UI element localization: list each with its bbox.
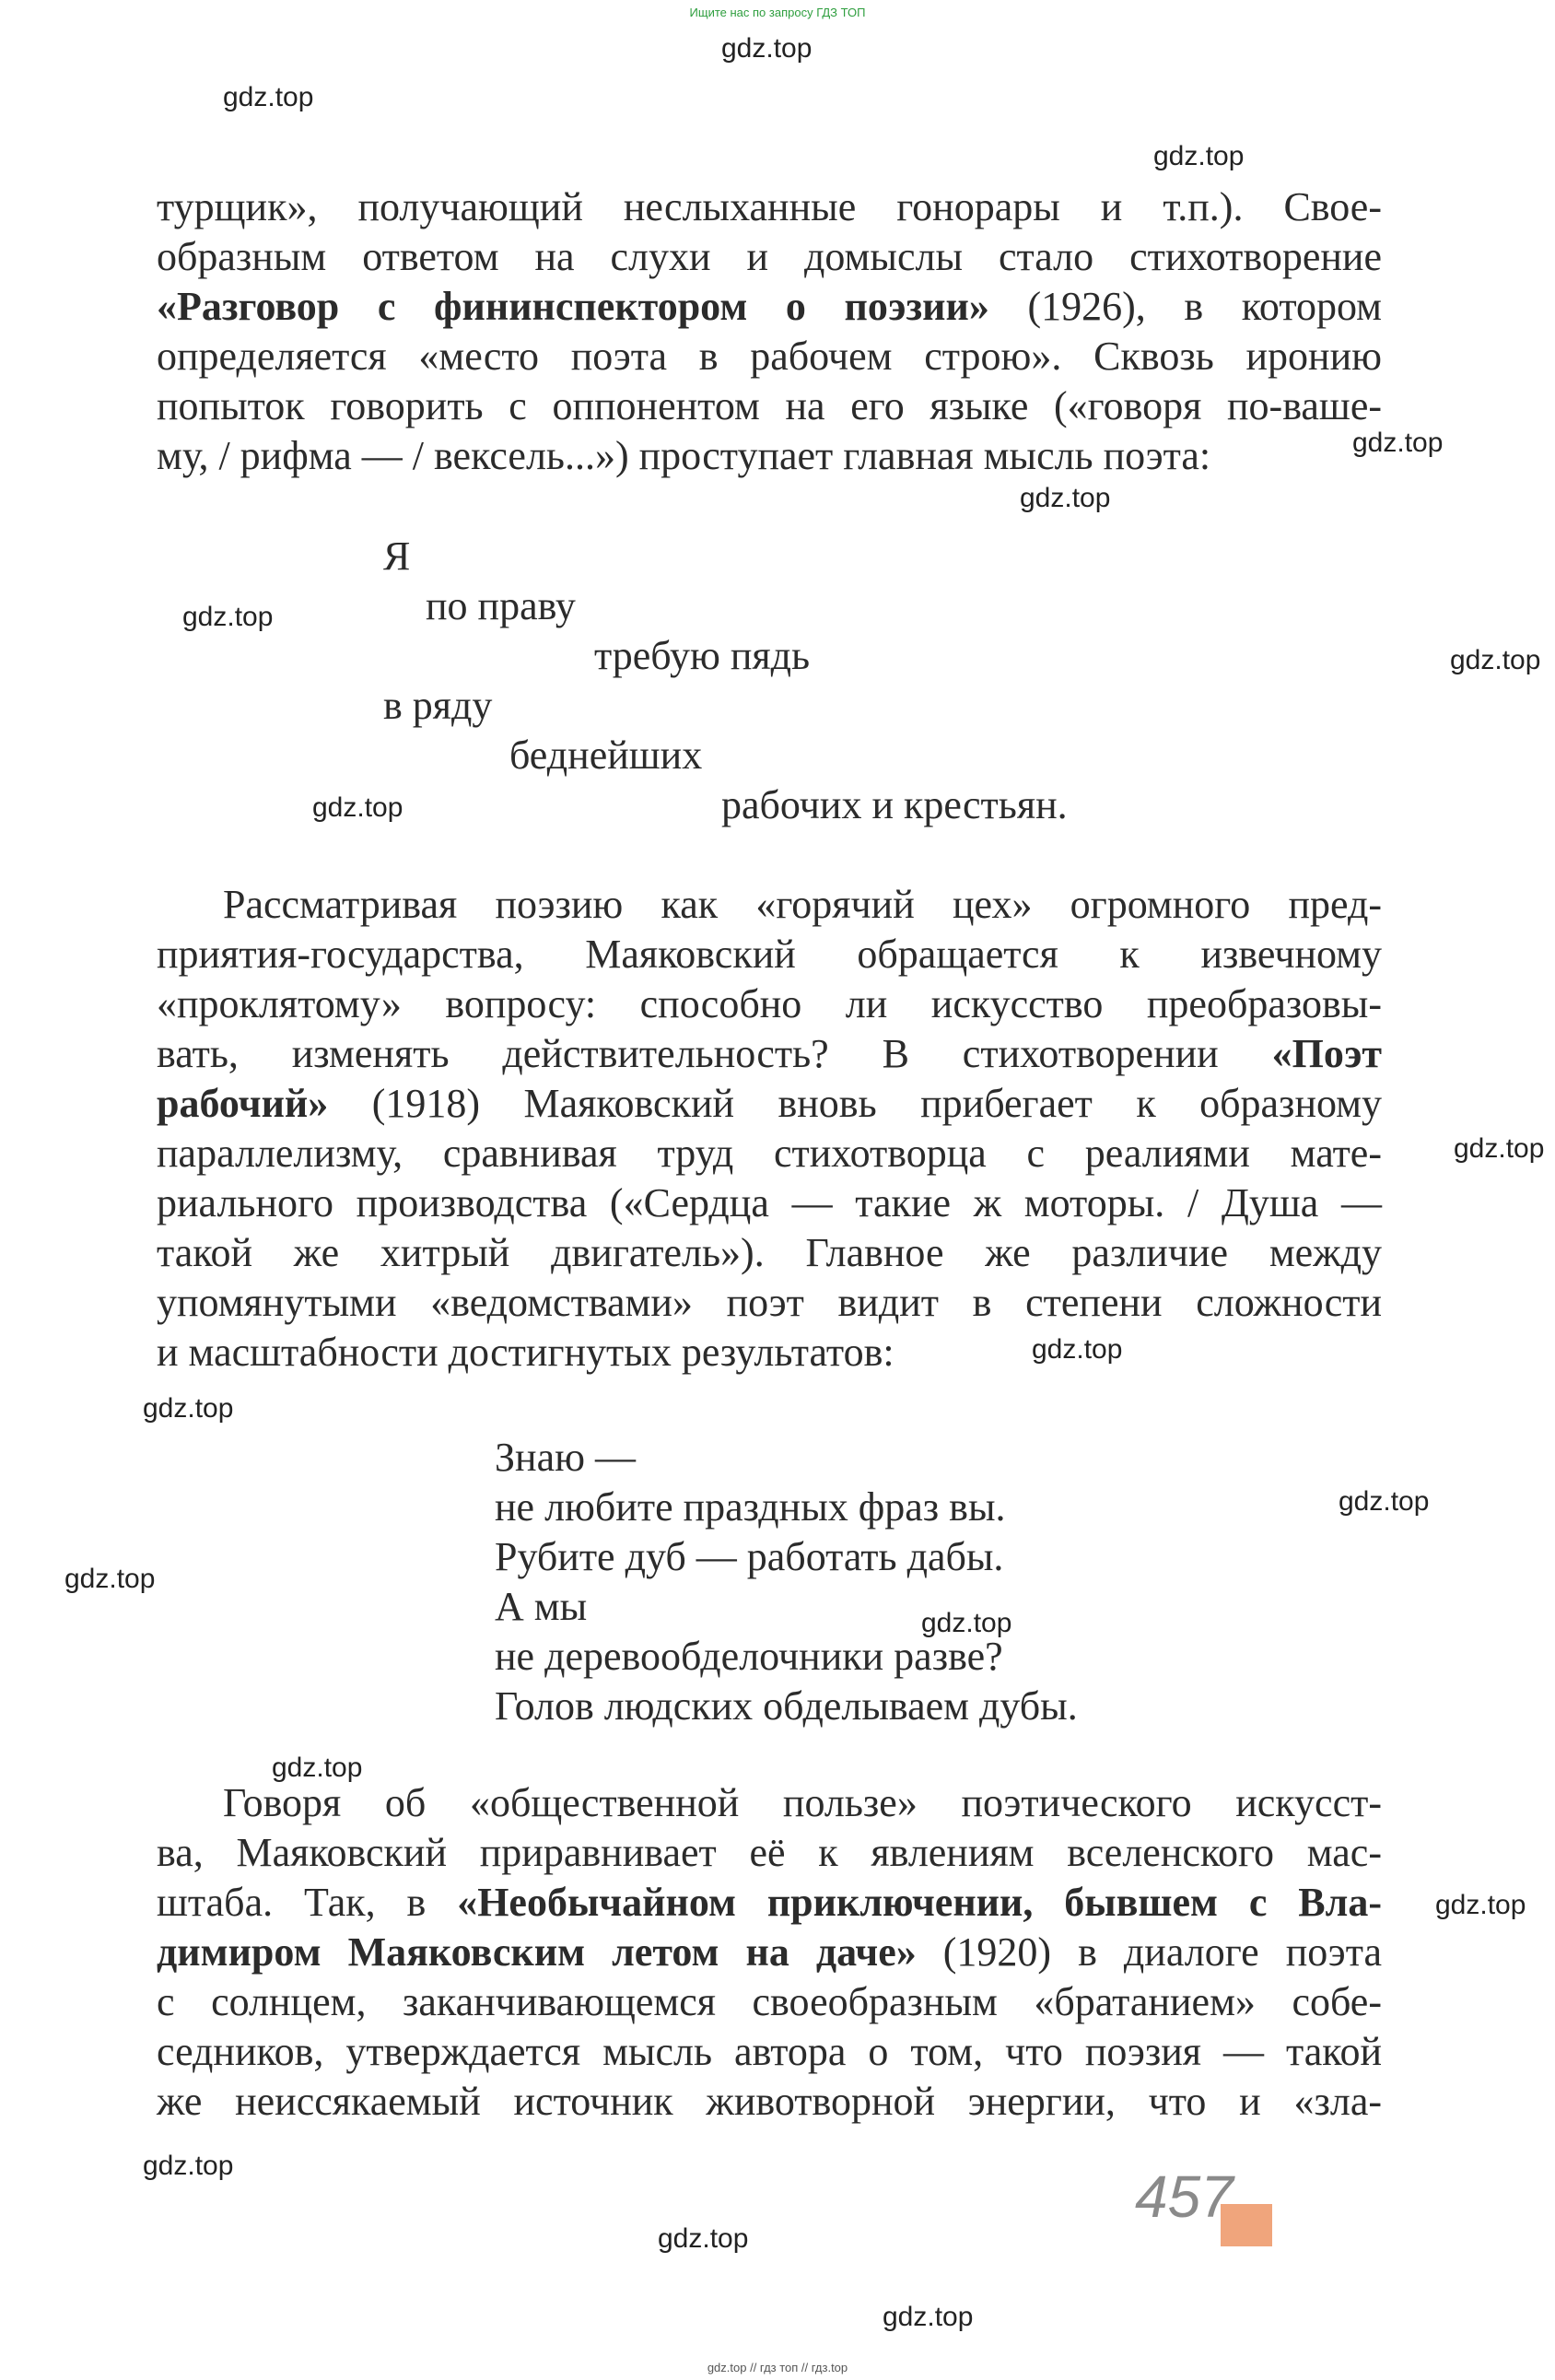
text-line: седников, утверждается мысль автора о том, что поэзия — такой — [157, 2029, 1382, 2074]
text-fragment: (1918) Маяковский вновь прибегает к образному — [328, 1081, 1382, 1126]
text-line: Рассматривая поэзию как «горячий цех» огромного пред- — [223, 882, 1382, 927]
watermark: gdz.top — [1435, 1890, 1526, 1920]
watermark: gdz.top — [143, 2151, 234, 2181]
search-hint-banner[interactable]: Ищите нас по запросу ГДЗ ТОП — [689, 6, 866, 19]
text-line: образным ответом на слухи и домыслы стало стихотворение — [157, 234, 1382, 279]
text-line — [157, 1878, 1382, 1928]
footer-links[interactable]: gdz.top // гдз топ // гдз.top — [707, 2361, 848, 2374]
text-line — [157, 1029, 1382, 1079]
watermark: gdz.top — [921, 1608, 1012, 1638]
text-line: риального производства («Сердца — такие ж моторы. / Душа — — [157, 1180, 1382, 1225]
verse-line: Рубите дуб — работать дабы. — [495, 1534, 1004, 1579]
text-line: приятия-государства, Маяковский обращается к извечному — [157, 932, 1382, 977]
poem-title: «Необычайном приключении, бывшем с Вла- — [457, 1880, 1382, 1925]
watermark: gdz.top — [883, 2302, 974, 2332]
text-line: определяется «место поэта в рабочем строю». Сквозь иронию — [157, 334, 1382, 379]
text-line: параллелизму, сравнивая труд стихотворца с реалиями мате- — [157, 1131, 1382, 1176]
text-line: же неиссякаемый источник животворной энергии, что и «зла- — [157, 2079, 1382, 2124]
paragraph-1 — [157, 182, 1382, 481]
text-line: турщик», получающий неслыханные гонорары и т.п.). Свое- — [157, 184, 1382, 229]
verse-line: требую пядь — [594, 633, 811, 678]
watermark: gdz.top — [1450, 645, 1541, 675]
watermark: gdz.top — [658, 2223, 749, 2254]
text-fragment: (1920) в диалоге поэта — [916, 1929, 1382, 1975]
watermark: gdz.top — [1032, 1334, 1123, 1365]
verse-line: Знаю — — [495, 1435, 636, 1480]
watermark: gdz.top — [182, 602, 274, 632]
verse-line: рабочих и крестьян. — [721, 782, 1068, 827]
poem-title: «Разговор с фининспектором о поэзии» — [157, 284, 989, 329]
text-fragment: (1926), в котором — [988, 284, 1383, 329]
verse-line: Голов людских обделываем дубы. — [495, 1683, 1078, 1729]
verse-line: не деревообделочники разве? — [495, 1634, 1003, 1679]
poem-title: рабочий» — [157, 1081, 329, 1126]
verse-line: не любите праздных фраз вы. — [495, 1484, 1006, 1530]
text-line: ва, Маяковский приравнивает её к явлениям вселенского мас- — [157, 1830, 1382, 1875]
text-line: такой же хитрый двигатель»). Главное же различие между — [157, 1230, 1382, 1275]
text-line: Говоря об «общественной пользе» поэтического искусст- — [223, 1780, 1382, 1825]
watermark: gdz.top — [223, 82, 314, 112]
watermark: gdz.top — [272, 1753, 363, 1783]
text-line — [157, 282, 1382, 332]
verse-line: Я — [383, 533, 411, 579]
text-line: «проклятому» вопросу: способно ли искусство преобразовы- — [157, 981, 1382, 1026]
watermark: gdz.top — [312, 792, 403, 823]
text-line — [157, 1079, 1382, 1129]
watermark: gdz.top — [1454, 1133, 1545, 1164]
text-line: упомянутыми «ведомствами» поэт видит в степени сложности — [157, 1280, 1382, 1325]
watermark: gdz.top — [64, 1564, 156, 1594]
verse-line: А мы — [495, 1584, 588, 1629]
poem-title: димиром Маяковским летом на даче» — [157, 1929, 917, 1975]
text-fragment: вать, изменять действительность? В стихотворении — [157, 1031, 1272, 1076]
verse-line: беднейших — [509, 733, 703, 778]
text-line: му, / рифма — / вексель...») проступает главная мысль поэта: — [157, 433, 1211, 478]
text-line: попыток говорить с оппонентом на его языке («говоря по-ваше- — [157, 383, 1382, 428]
page-number: 457 — [1135, 2163, 1233, 2230]
watermark: gdz.top — [721, 33, 813, 64]
watermark: gdz.top — [143, 1393, 234, 1424]
watermark: gdz.top — [1153, 141, 1245, 171]
text-line: и масштабности достигнутых результатов: — [157, 1330, 894, 1375]
verse-line: в ряду — [383, 683, 493, 728]
verse-line: по праву — [426, 583, 576, 628]
paragraph-2 — [157, 880, 1382, 1378]
poem-title: «Поэт — [1271, 1031, 1382, 1076]
watermark: gdz.top — [1020, 483, 1111, 513]
text-fragment: штаба. Так, в — [157, 1880, 458, 1925]
text-line: с солнцем, заканчивающемся своеобразным «братанием» собе- — [157, 1979, 1382, 2024]
paragraph-3 — [157, 1778, 1382, 2127]
watermark: gdz.top — [1352, 428, 1444, 458]
watermark: gdz.top — [1339, 1486, 1430, 1517]
text-line — [157, 1928, 1382, 1977]
